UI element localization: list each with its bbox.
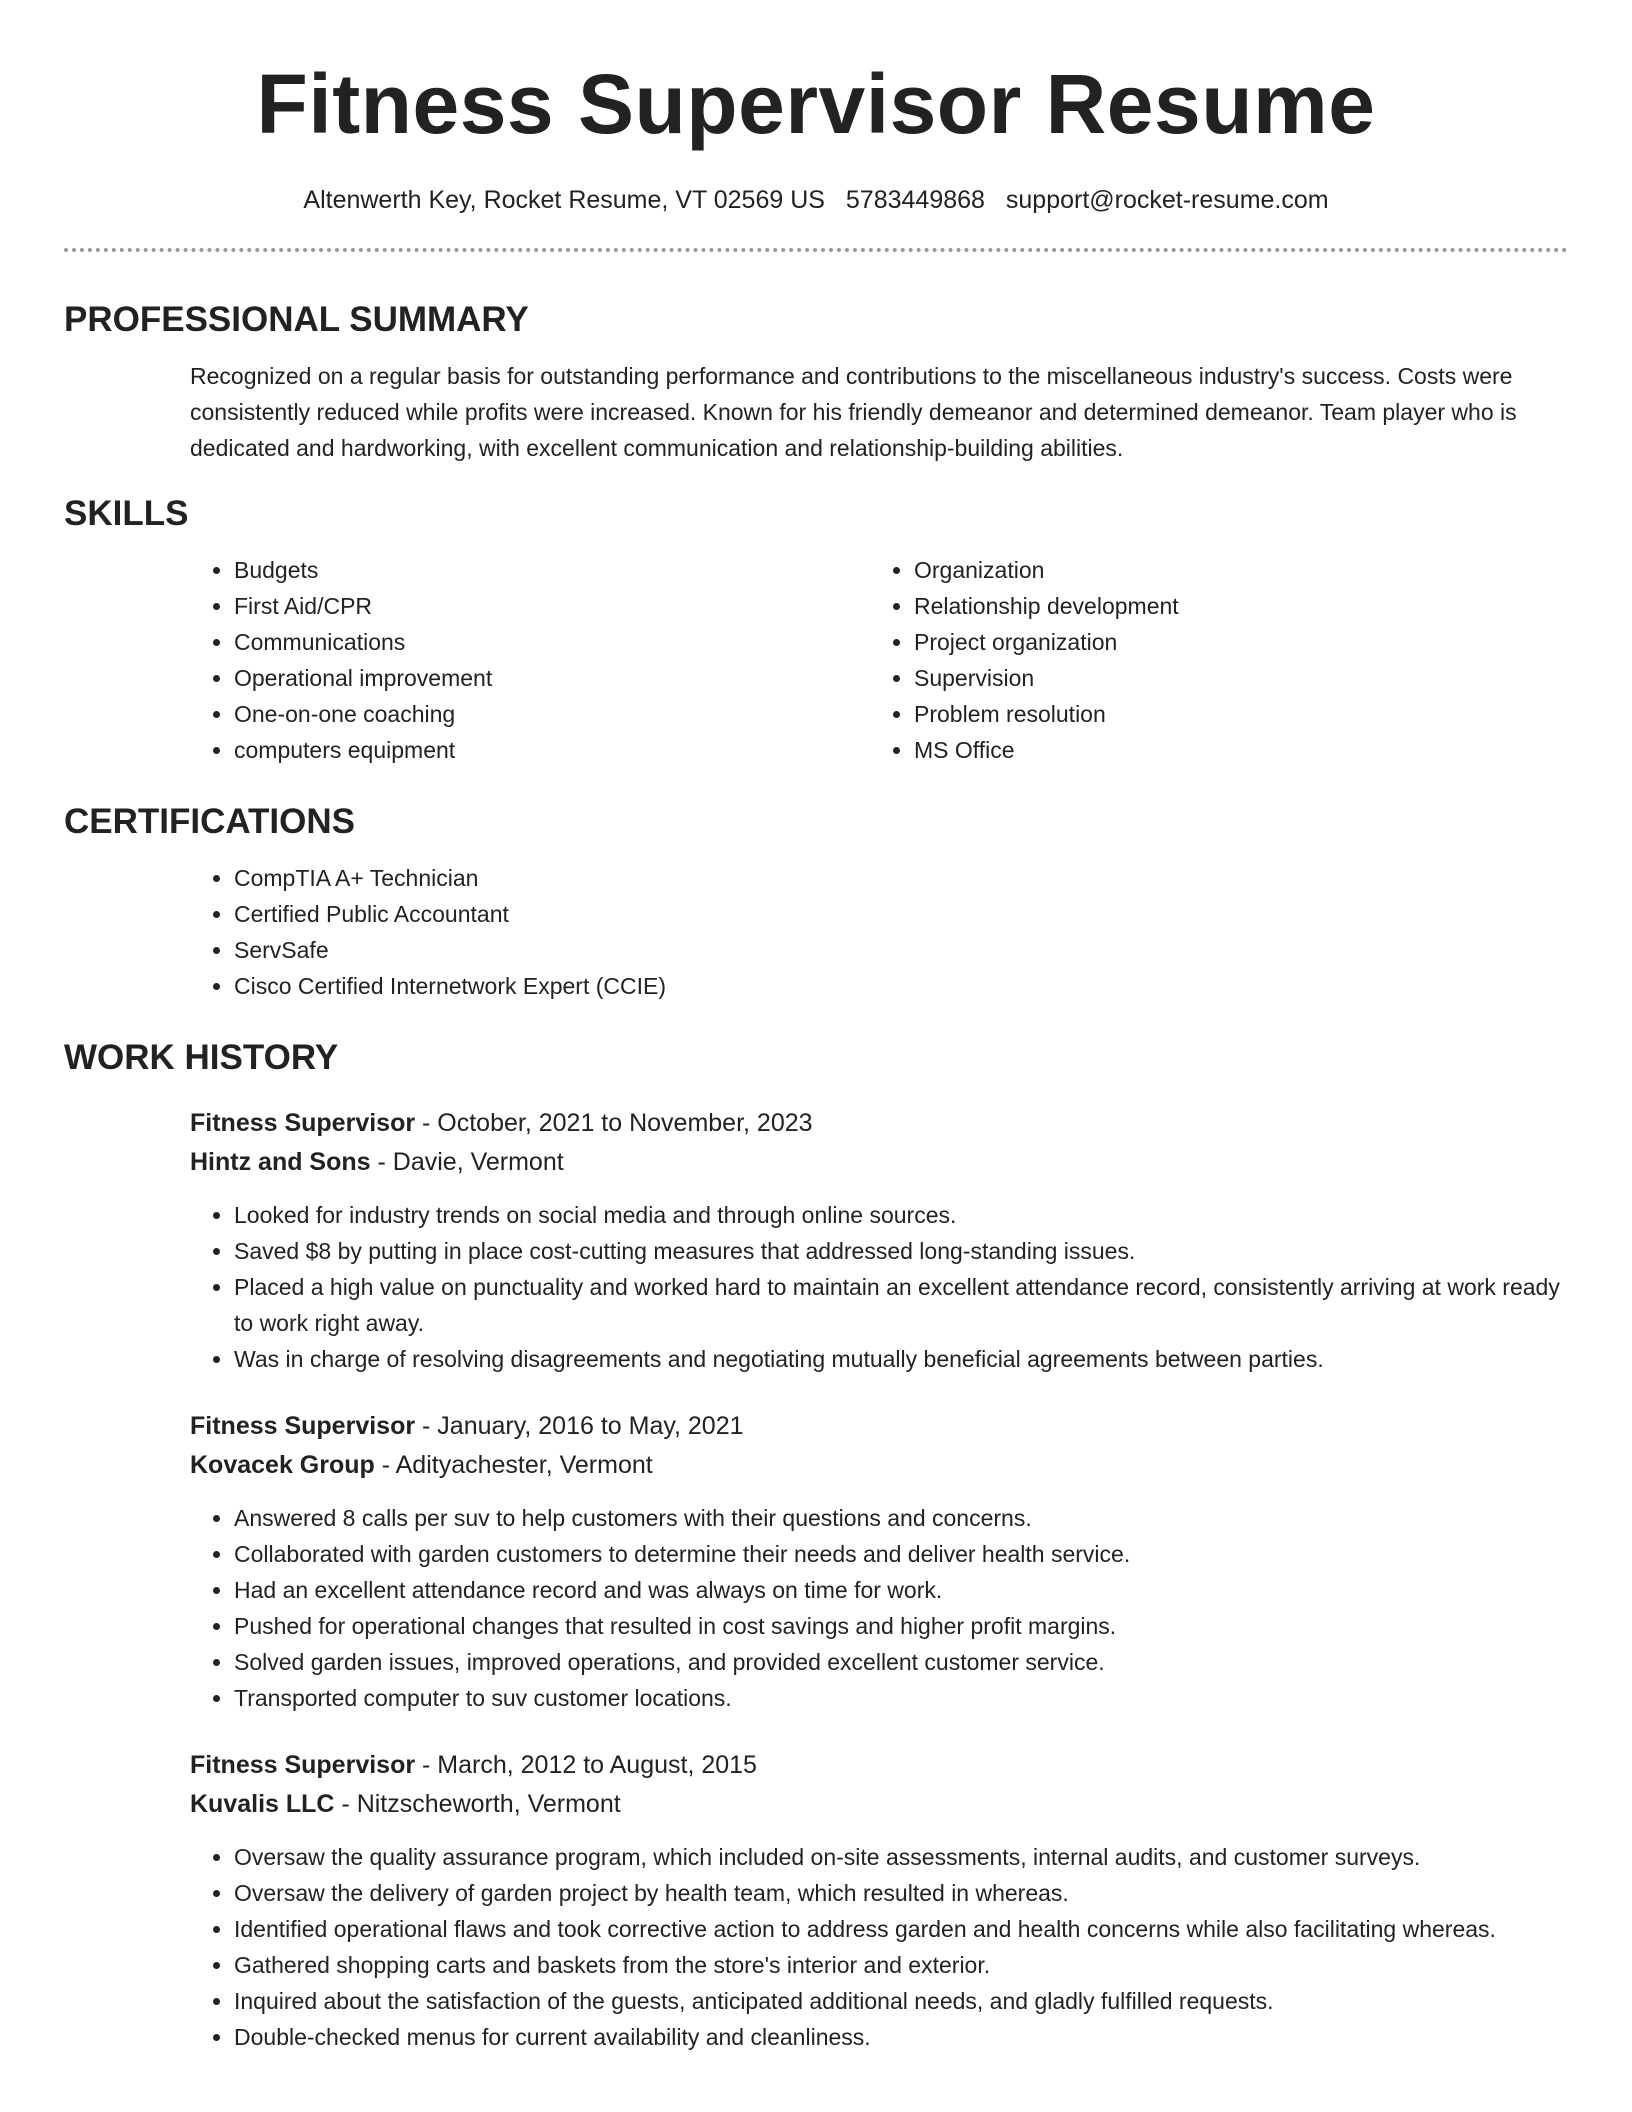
list-item: • Certified Public Accountant (234, 896, 1568, 932)
summary-heading: PROFESSIONAL SUMMARY (64, 300, 529, 339)
header-divider (64, 248, 1568, 252)
job-title-line (190, 1104, 1568, 1143)
list-item: • Was in charge of resolving disagreements and negotiating mutually beneficial agreements between parties. (234, 1341, 1568, 1377)
job-dates: - October, 2021 to November, 2023 (415, 1109, 813, 1137)
job-company-line (190, 1446, 1568, 1485)
job-title-line (190, 1746, 1568, 1785)
work-history-section (64, 1036, 1568, 2055)
list-item: • Gathered shopping carts and baskets from the store's interior and exterior. (234, 1947, 1568, 1983)
contact-email: support@rocket-resume.com (1005, 186, 1329, 214)
job-entry (190, 1746, 1568, 2055)
list-item: • Oversaw the delivery of garden project by health team, which resulted in whereas. (234, 1875, 1568, 1911)
job-location: - Adityachester, Vermont (374, 1451, 653, 1479)
list-item: • ServSafe (234, 932, 1568, 968)
list-item: • Transported computer to suv customer locations. (234, 1680, 1568, 1716)
list-item: • Answered 8 calls per suv to help customers with their questions and concerns. (234, 1500, 1568, 1536)
skills-section (64, 492, 1568, 768)
contact-line (64, 184, 1568, 216)
list-item: • Looked for industry trends on social media and through online sources. (234, 1197, 1568, 1233)
list-item: • MS Office (914, 732, 1550, 768)
list-item: • Had an excellent attendance record and was always on time for work. (234, 1572, 1568, 1608)
list-item: • Project organization (914, 624, 1550, 660)
job-company: Hintz and Sons (190, 1148, 371, 1176)
list-item: • Supervision (914, 660, 1550, 696)
resume-header (64, 0, 1568, 216)
job-location: - Davie, Vermont (370, 1148, 564, 1176)
list-item: • Relationship development (914, 588, 1550, 624)
list-item: • Collaborated with garden customers to determine their needs and deliver health service. (234, 1536, 1568, 1572)
list-item: • Inquired about the satisfaction of the guests, anticipated additional needs, and gladly fulfilled requests. (234, 1983, 1568, 2019)
skills-list-left (190, 552, 870, 768)
job-entry (190, 1104, 1568, 1377)
summary-section (64, 298, 1568, 466)
skills-heading: SKILLS (64, 494, 189, 533)
work-history-heading: WORK HISTORY (64, 1038, 339, 1077)
summary-text: Recognized on a regular basis for outstanding performance and contributions to the miscellaneous industry's success. Costs were consistently reduced while profits were increased. Known for his friendly demeanor and determined demeanor. Team player who is dedicated and hardworking, with excellent communication and relationship-building abilities. (190, 363, 1517, 461)
job-company: Kuvalis LLC (190, 1790, 335, 1818)
list-item: • Organization (914, 552, 1550, 588)
certifications-section (64, 800, 1568, 1004)
skills-list-right (870, 552, 1550, 768)
list-item: • Communications (234, 624, 870, 660)
list-item: • Placed a high value on punctuality and worked hard to maintain an excellent attendance record, consistently arriving at work ready to work right away. (234, 1269, 1568, 1341)
contact-phone: 5783449868 (845, 186, 985, 214)
list-item: • Solved garden issues, improved operations, and provided excellent customer service. (234, 1644, 1568, 1680)
job-company: Kovacek Group (190, 1451, 375, 1479)
certifications-heading: CERTIFICATIONS (64, 802, 356, 841)
list-item: • CompTIA A+ Technician (234, 860, 1568, 896)
list-item: • Saved $8 by putting in place cost-cutting measures that addressed long-standing issues. (234, 1233, 1568, 1269)
job-bullets (190, 1197, 1568, 1377)
list-item: • Operational improvement (234, 660, 870, 696)
job-entry (190, 1407, 1568, 1716)
page-title: Fitness Supervisor Resume (256, 57, 1376, 151)
job-title: Fitness Supervisor (190, 1412, 416, 1440)
list-item: • Budgets (234, 552, 870, 588)
job-company-line (190, 1785, 1568, 1824)
job-dates: - January, 2016 to May, 2021 (415, 1412, 744, 1440)
job-bullets (190, 1839, 1568, 2055)
job-location: - Nitzscheworth, Vermont (334, 1790, 621, 1818)
certifications-list (190, 860, 1568, 1004)
list-item: • One-on-one coaching (234, 696, 870, 732)
list-item: • Identified operational flaws and took corrective action to address garden and health concerns while also facilitating whereas. (234, 1911, 1568, 1947)
contact-address: Altenwerth Key, Rocket Resume, VT 02569 US (303, 186, 825, 214)
list-item: • First Aid/CPR (234, 588, 870, 624)
job-bullets (190, 1500, 1568, 1716)
job-title: Fitness Supervisor (190, 1751, 416, 1779)
list-item: • Problem resolution (914, 696, 1550, 732)
job-title-line (190, 1407, 1568, 1446)
job-dates: - March, 2012 to August, 2015 (415, 1751, 757, 1779)
job-company-line (190, 1143, 1568, 1182)
list-item: • Pushed for operational changes that resulted in cost savings and higher profit margins. (234, 1608, 1568, 1644)
list-item: • computers equipment (234, 732, 870, 768)
job-title: Fitness Supervisor (190, 1109, 416, 1137)
list-item: • Cisco Certified Internetwork Expert (CCIE) (234, 968, 1568, 1004)
list-item: • Oversaw the quality assurance program, which included on-site assessments, internal audits, and customer surveys. (234, 1839, 1568, 1875)
list-item: • Double-checked menus for current availability and cleanliness. (234, 2019, 1568, 2055)
